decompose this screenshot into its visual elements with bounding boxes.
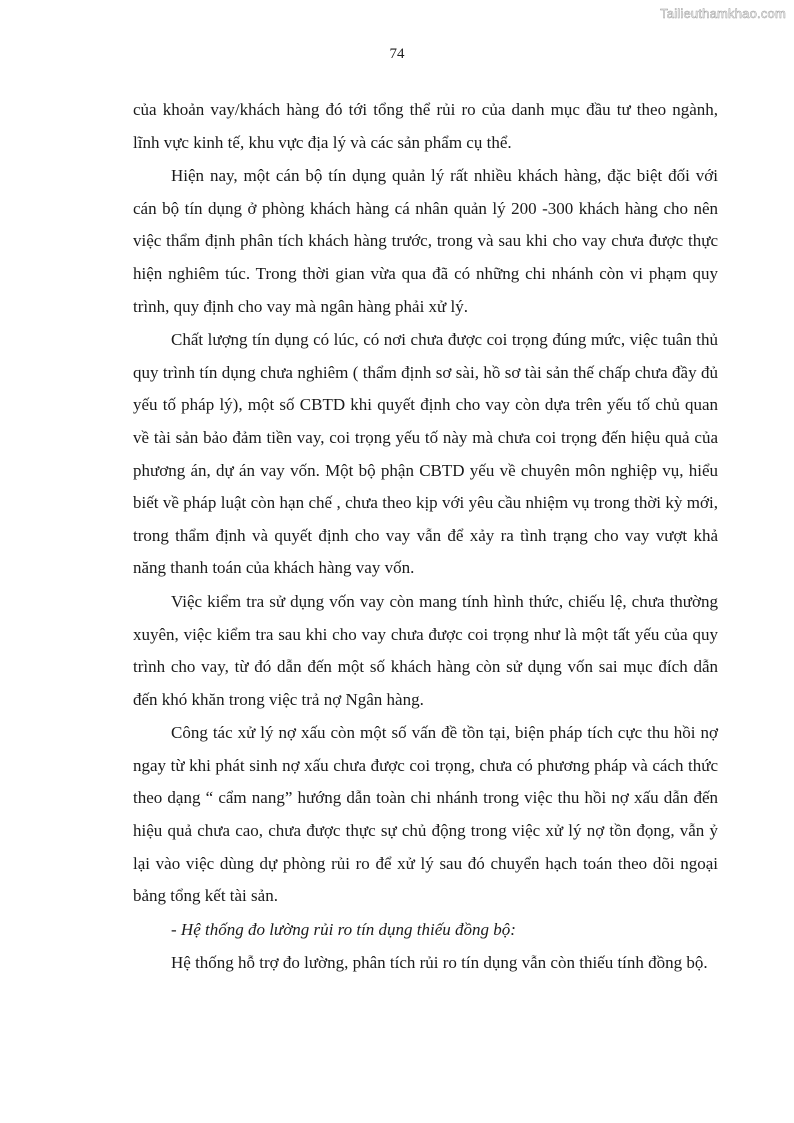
paragraph-continuation: của khoản vay/khách hàng đó tới tổng thể rủi ro của danh mục đầu tư theo ngành, lĩnh vực kinh tế, khu vực địa lý và các sản phẩm cụ thể. [133, 100, 718, 152]
page-number: 74 [389, 46, 405, 62]
paragraph-credit-officers: Hiện nay, một cán bộ tín dụng quản lý rất nhiều khách hàng, đặc biệt đối với cán bộ tín dụng ở phòng khách hàng cá nhân quản lý 200 -300 khách hàng cho nên việc thẩm định phân tích khách hàng trước, trong và sau khi cho vay chưa được thực hiện nghiêm túc. Trong thời gian vừa qua đã có những chi nhánh còn vi phạm quy trình, quy định cho vay mà ngân hàng phải xử lý. [133, 166, 718, 316]
section-heading-risk-measurement: - Hệ thống đo lường rủi ro tín dụng thiếu đồng bộ: [171, 919, 516, 939]
paragraph-credit-quality: Chất lượng tín dụng có lúc, có nơi chưa được coi trọng đúng mức, việc tuân thủ quy trình tín dụng chưa nghiêm ( thẩm định sơ sài, hồ sơ tài sản thế chấp chưa đầy đủ yếu tố pháp lý), một số CBTD khi quyết định cho vay còn dựa trên yếu tố chủ quan về tài sản bảo đảm tiền vay, coi trọng yếu tố này mà chưa coi trọng đến hiệu quả của phương án, dự án vay vốn. Một bộ phận CBTD yếu về chuyên môn nghiệp vụ, hiểu biết về pháp luật còn hạn chế , chưa theo kịp với yêu cầu nhiệm vụ trong thời kỳ mới, trong thẩm định và quyết định cho vay vẫn để xảy ra tình trạng cho vay vượt khả năng thanh toán của khách hàng vay vốn. [133, 330, 718, 578]
document-body [133, 94, 718, 981]
paragraph-loan-inspection: Việc kiểm tra sử dụng vốn vay còn mang tính hình thức, chiếu lệ, chưa thường xuyên, việc kiểm tra sau khi cho vay chưa được coi trọng như là một tất yếu của quy trình cho vay, từ đó dẫn đến một số khách hàng còn sử dụng vốn sai mục đích dẫn đến khó khăn trong việc trả nợ Ngân hàng. [133, 591, 718, 709]
paragraph-risk-system: Hệ thống hỗ trợ đo lường, phân tích rủi ro tín dụng vẫn còn thiếu tính đồng bộ. [171, 953, 708, 973]
watermark: Tailieuthamkhao.com [660, 6, 786, 21]
paragraph-bad-debt: Công tác xử lý nợ xấu còn một số vấn đề tồn tại, biện pháp tích cực thu hồi nợ ngay từ khi phát sinh nợ xấu chưa được coi trọng, chưa có phương pháp và cách thức theo dạng “ cẩm nang” hướng dẫn toàn chi nhánh trong việc thu hồi nợ xấu dẫn đến hiệu quả chưa cao, chưa được thực sự chủ động trong việc xử lý nợ tồn đọng, vẫn ỷ lại vào việc dùng dự phòng rủi ro để xử lý sau đó chuyển hạch toán theo dõi ngoại bảng tổng kết tài sản. [133, 723, 718, 906]
